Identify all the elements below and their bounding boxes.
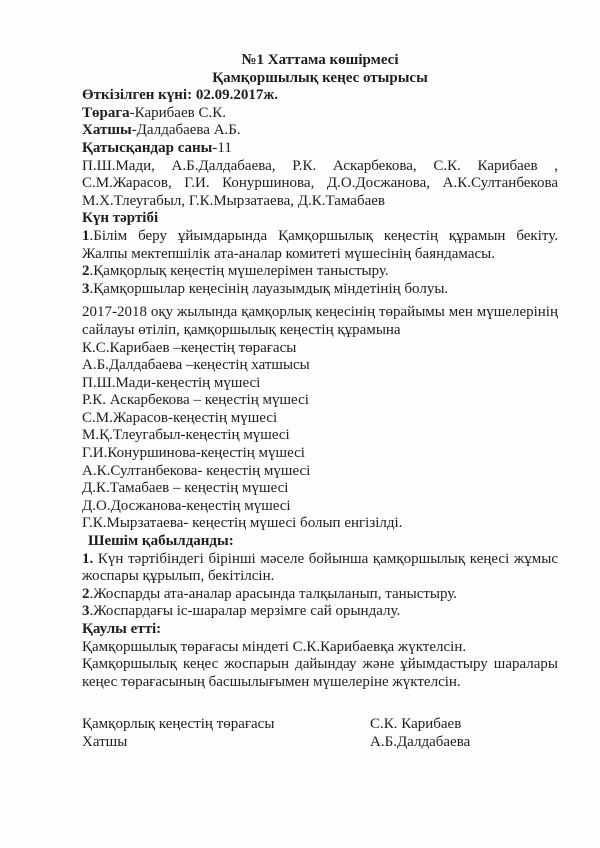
agenda-heading: Күн тәртібі [82, 210, 159, 227]
meta-chair-label: Төрага [82, 104, 130, 121]
meta-participants-count-label: Қатысқандар саны [82, 139, 213, 156]
meta-secretary-label: Хатшы [82, 122, 132, 139]
member-list-item: Г.И.Конуршинова-кеңестің мүшесі [82, 445, 305, 462]
member-list-item: Г.К.Мырзатаева- кеңестің мүшесі болып енгізілді. [82, 515, 403, 532]
intro-paragraph: 2017-2018 оқу жылында қамқорлық кеңесінің төрайымы мен мүшелерінің сайлауы өтіліп, қамқоршылық кеңестің құрамына [82, 304, 558, 338]
agenda-item-3-number: 3 [82, 280, 90, 297]
member-list-item: А.Б.Далдабаева –кеңестің хатшысы [82, 357, 310, 374]
resolution-line-2: Қамқоршылық кеңес жоспарын дайындау және ұйымдастыру шаралары кеңес төрағасының басшылығымен мүшелеріне жүктелсін. [82, 656, 558, 690]
document-content [82, 52, 558, 752]
signature-row-secretary [82, 734, 558, 752]
agenda-item-3-text: .Қамқоршылар кеңесінің лауазымдық міндетінің болуы. [89, 280, 449, 297]
member-list-item: П.Ш.Мади-кеңестің мүшесі [82, 374, 261, 391]
decision-item-3-text: .Жоспардағы іс-шаралар мерзімге сай орындалу. [89, 603, 401, 620]
decision-item-2-number: 2 [82, 585, 90, 602]
meta-secretary [82, 122, 558, 140]
member-list-item: А.К.Султанбекова- кеңестің мүшесі [82, 462, 311, 479]
meta-secretary-value: -Далдабаева А.Б. [131, 122, 241, 139]
decision-item-1-text: Күн тәртібіндегі бірінші мәселе бойынша қамқоршылық кеңесі жұмыс жоспары құрылып, бекітілсін. [82, 550, 558, 585]
signature-chair-role: Қамқорлық кеңестің төрағасы [82, 716, 275, 733]
meta-participants-count [82, 140, 558, 158]
agenda-item-1-text: .Білім беру ұйымдарында Қамқоршылық кеңестің құрамын бекіту. Жалпы мектепшілік ата-аналар комитеті мүшесінің баяндамасы. [82, 227, 558, 262]
signature-secretary-role: Хатшы [82, 733, 128, 750]
decision-item-3-number: 3 [82, 603, 90, 620]
member-list-item: С.М.Жарасов-кеңестің мүшесі [82, 409, 278, 426]
agenda-item-3 [82, 281, 558, 299]
member-list-item: Р.К. Аскарбекова – кеңестің мүшесі [82, 392, 309, 409]
decision-item-2-text: .Жоспарды ата-аналар арасында талқыланып, таныстыру. [89, 585, 458, 602]
agenda-item-1 [82, 228, 558, 263]
member-list-item: М.Қ.Тлеугабыл-кеңестің мүшесі [82, 427, 290, 444]
document-title-line-2: Қамқоршылық кеңес отырысы [212, 69, 428, 86]
agenda-item-2-number: 2 [82, 263, 90, 280]
resolution-heading: Қаулы етті: [82, 621, 162, 637]
meta-chair [82, 105, 558, 123]
member-list-item: К.С.Карибаев –кеңестің төрағасы [82, 339, 297, 356]
meta-participants-count-value: -11 [212, 139, 232, 156]
meta-chair-value: -Карибаев С.К. [129, 104, 226, 121]
participants-paragraph: П.Ш.Мади, А.Б.Далдабаева, Р.К. Аскарбекова, С.К. Карибаев , С.М.Жарасов, Г.И. Конуршинова, Д.О.Досжанова, А.К.Султанбекова М.Х.Тлеугабыл, Г.К.Мырзатаева, Д.К.Тамабаев [82, 157, 558, 209]
agenda-item-2-text: .Қамқорлық кеңестің мүшелерімен таныстыру. [89, 263, 389, 280]
decision-item-1-number: 1. [82, 550, 94, 567]
signature-secretary-name: А.Б.Далдабаева [370, 733, 471, 750]
signature-block [82, 716, 558, 751]
decision-item-3 [82, 603, 558, 621]
decision-item-2 [82, 586, 558, 604]
agenda-item-2 [82, 263, 558, 281]
decision-heading: Шешім қабылданды: [88, 533, 234, 550]
meta-date: Өткізілген күні: 02.09.2017ж. [82, 87, 278, 104]
member-list-item: Д.О.Досжанова-кеңестің мүшесі [82, 497, 291, 514]
decision-item-1 [82, 551, 558, 586]
agenda-item-1-number: 1 [82, 227, 90, 244]
resolution-line-1: Қамқоршылық төрағасы міндеті С.К.Карибаевқа жүктелсін. [82, 638, 467, 655]
signature-chair-name: С.К. Карибаев [370, 716, 462, 733]
signature-row-chair [82, 716, 558, 734]
document-title-line-1: №1 Хаттама көшірмесі [241, 52, 399, 68]
member-list-item: Д.К.Тамабаев – кеңестің мүшесі [82, 480, 289, 497]
